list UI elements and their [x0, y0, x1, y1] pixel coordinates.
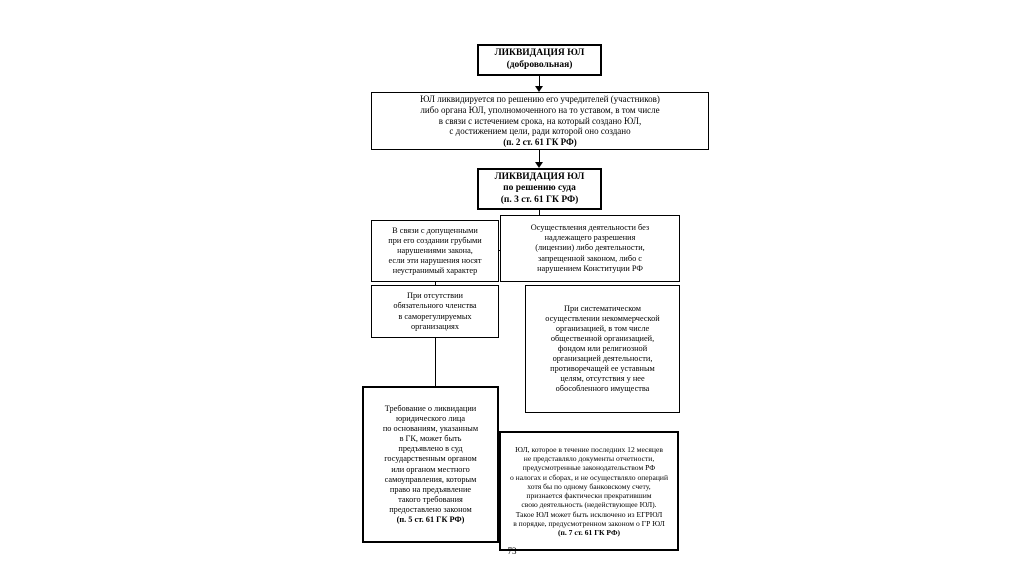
node-line: обязательного членства — [393, 301, 477, 311]
node-line: в порядке, предусмотренном законом о ГР ЮЛ — [513, 518, 665, 528]
node-line: ЛИКВИДАЦИЯ ЮЛ — [494, 48, 585, 59]
node-line: Такое ЮЛ может быть исключено из ЕГРЮЛ — [515, 509, 663, 519]
connector-left-column — [435, 282, 436, 285]
node-line: самоуправления, которым — [384, 474, 477, 484]
node-line: по основаниям, указанным — [382, 424, 479, 434]
node-line: нарушением Конституции РФ — [537, 263, 643, 273]
node-inactive-entity — [499, 431, 679, 551]
node-liquidation-by-court — [477, 168, 602, 210]
node-line: не представляло документы отчетности, — [523, 454, 655, 463]
node-line: осуществлении некоммерческой — [545, 313, 660, 323]
node-line: в связи с истечением срока, на который создано ЮЛ, — [438, 115, 642, 126]
node-line: (п. 7 ст. 61 ГК РФ) — [557, 528, 620, 537]
node-line: по решению суда — [503, 183, 576, 194]
node-line: В связи с допущенными — [392, 225, 478, 235]
node-line: предусмотренные законодательством РФ — [522, 463, 656, 473]
node-line: организацией деятельности, — [552, 354, 653, 364]
node-line: хотя бы по одному банковскому счету, — [527, 481, 651, 491]
node-line: (п. 5 ст. 61 ГК РФ) — [396, 515, 465, 525]
node-line: (лицензии) либо деятельности, — [535, 243, 645, 253]
node-line: надлежащего разрешения — [544, 233, 636, 243]
node-ground-no-license — [500, 215, 680, 282]
node-line: предъявлено в суд — [398, 444, 463, 454]
node-line: ЮЛ ликвидируется по решению его учредителей (участников) — [420, 93, 660, 104]
node-line: в ГК, может быть — [399, 434, 462, 444]
node-line: организацией, в том числе — [555, 323, 650, 333]
node-line: противоречащей ее уставным — [550, 364, 655, 374]
node-voluntary-description — [371, 92, 709, 150]
node-line: юридического лица — [395, 413, 466, 423]
node-line: обособленного имущества — [555, 384, 650, 394]
node-line: государственным органом — [384, 454, 477, 464]
node-line: При отсутствии — [407, 291, 463, 301]
node-line: если эти нарушения носят — [388, 256, 482, 266]
node-line: ЮЛ, которое в течение последних 12 месяцев — [515, 444, 663, 454]
connector-left-to-claim — [435, 338, 436, 386]
node-line: При систематическом — [563, 303, 642, 313]
node-line: запрещенной законом, либо с — [538, 253, 642, 263]
node-line: с достижением цели, ради которой оно создано — [449, 126, 631, 137]
node-line: фондом или религиозной — [557, 343, 648, 353]
node-line: Осуществления деятельности без — [530, 223, 650, 233]
node-line: право на предъявление — [389, 484, 472, 494]
node-line: целям, отсутствия у нее — [560, 374, 645, 384]
node-line: (п. 3 ст. 61 ГК РФ) — [500, 194, 579, 205]
node-line: неустранимый характер — [392, 266, 478, 276]
node-line: общественной организацией, — [550, 333, 655, 343]
node-line: свою деятельность (недействующее ЮЛ). — [521, 500, 657, 510]
node-line: предоставлено законом — [389, 504, 472, 514]
node-claim-requirement — [362, 386, 499, 543]
node-line: при его создании грубыми — [388, 235, 482, 245]
node-line: ЛИКВИДАЦИЯ ЮЛ — [494, 171, 585, 182]
node-line: о налогах и сборах, и не осуществляло операций — [509, 472, 669, 482]
node-ground-no-membership — [371, 285, 499, 338]
node-liquidation-voluntary — [477, 44, 602, 76]
node-line: организациях — [410, 321, 460, 331]
node-line: (п. 2 ст. 61 ГК РФ) — [503, 137, 577, 148]
node-line: признается фактически прекратившим — [526, 491, 652, 500]
node-line: в саморегулируемых — [398, 311, 472, 321]
node-ground-systematic-activity — [525, 285, 680, 413]
node-line: Требование о ликвидации — [384, 403, 477, 413]
node-line: (добровольная) — [506, 60, 573, 70]
node-ground-violations — [371, 220, 499, 282]
node-line: либо органа ЮЛ, уполномоченного на то уставом, в том числе — [420, 104, 660, 115]
node-line: нарушениями закона, — [397, 245, 473, 255]
node-line: или органом местного — [391, 464, 470, 474]
page-number: 73 — [507, 546, 517, 556]
node-line: такого требования — [398, 494, 463, 504]
